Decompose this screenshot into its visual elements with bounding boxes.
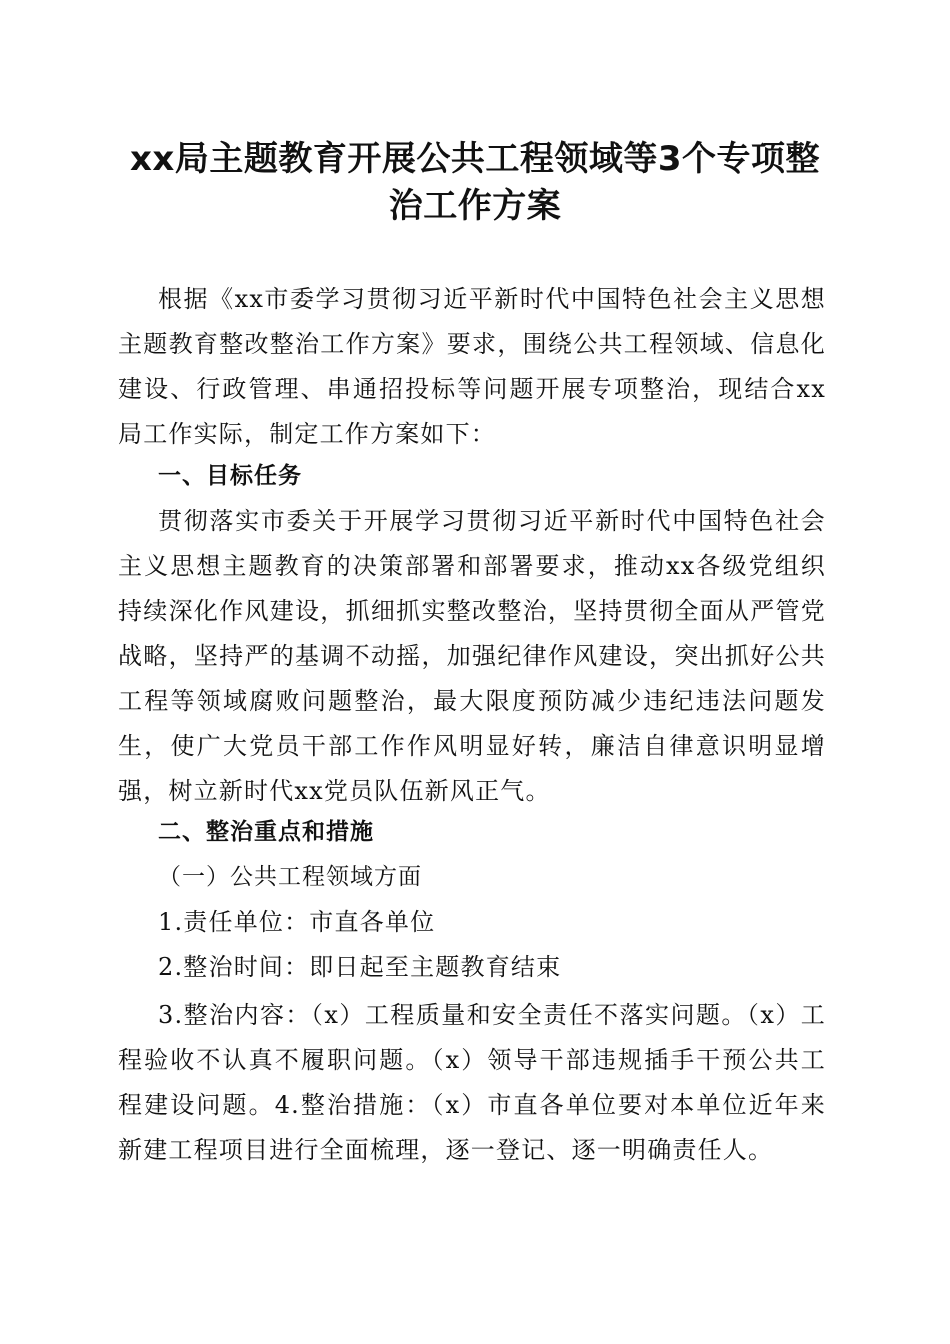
section-2-heading: 二、整治重点和措施 (158, 819, 374, 845)
intro-paragraph: 根据《xx市委学习贯彻习近平新时代中国特色社会主义思想主题教育整改整治工作方案》要求，围绕公共工程领域、信息化建设、行政管理、串通招投标等问题开展专项整治，现结合xx局工作实际，制定工作方案如下： (118, 285, 826, 448)
document-title-line-2: 治工作方案 (388, 186, 562, 226)
document-title (100, 136, 850, 230)
subsection-1-heading: （一）公共工程领域方面 (158, 864, 422, 890)
document-title-line-1: xx局主题教育开展公共工程领域等3个专项整 (129, 139, 821, 179)
section-1-heading: 一、目标任务 (158, 463, 302, 489)
item-2-rectification-time: 2.整治时间：即日起至主题教育结束 (158, 953, 562, 981)
item-3-rectification-content: 3.整治内容：（x）工程质量和安全责任不落实问题。（x）工程验收不认真不履职问题。（x）领导干部违规插手干预公共工程建设问题。4.整治措施：（x）市直各单位要对本单位近年来新建工程项目进行全面梳理，逐一登记、逐一明确责任人。 (118, 1001, 826, 1164)
section-1-paragraph: 贯彻落实市委关于开展学习贯彻习近平新时代中国特色社会主义思想主题教育的决策部署和部署要求，推动xx各级党组织持续深化作风建设，抓细抓实整改整治，坚持贯彻全面从严管党战略，坚持严的基调不动摇，加强纪律作风建设，突出抓好公共工程等领域腐败问题整治，最大限度预防减少违纪违法问题发生，使广大党员干部工作作风明显好转，廉洁自律意识明显增强，树立新时代xx党员队伍新风正气。 (118, 507, 826, 805)
item-1-responsible-unit: 1.责任单位：市直各单位 (158, 908, 436, 936)
